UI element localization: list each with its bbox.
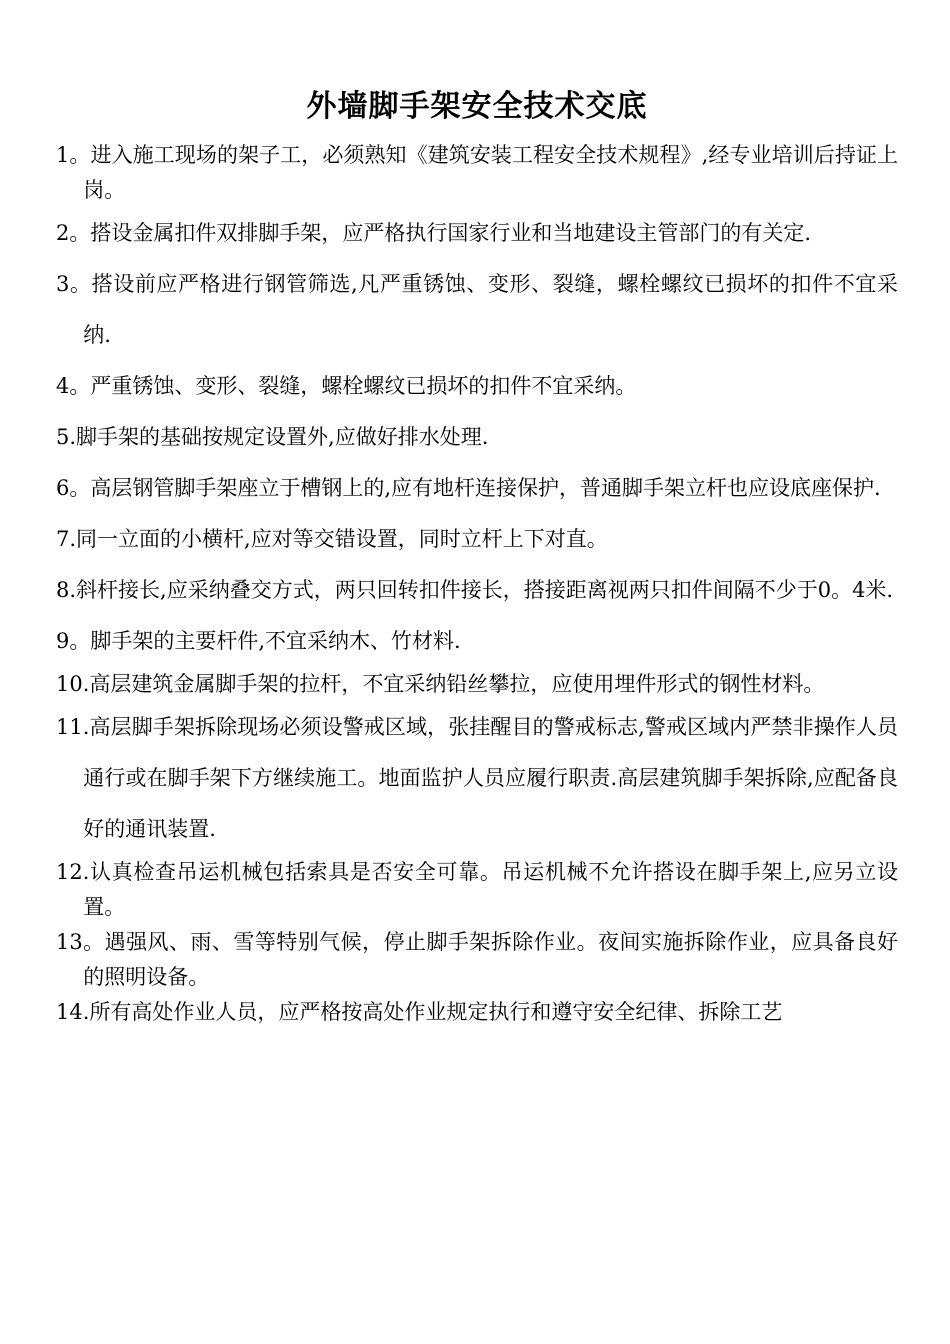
list-item-3: 3。搭设前应严格进行钢管筛选,凡严重锈蚀、变形、裂缝，螺栓螺纹已损坏的扣件不宜采纳.	[56, 272, 898, 347]
list-item-6: 6。高层钢管脚手架座立于槽钢上的,应有地杆连接保护，普通脚手架立杆也应设底座保护.	[56, 476, 881, 500]
list-item-4: 4。严重锈蚀、变形、裂缝，螺栓螺纹已损坏的扣件不宜采纳。	[56, 374, 637, 398]
list-item-2: 2。搭设金属扣件双排脚手架，应严格执行国家行业和当地建设主管部门的有关定.	[56, 221, 812, 245]
list-item-7: 7.同一立面的小横杆,应对等交错设置，同时立杆上下对直。	[56, 527, 608, 551]
list-item-12: 12.认真检查吊运机械包括索具是否安全可靠。吊运机械不允许搭设在脚手架上,应另立设置。	[56, 860, 898, 919]
document-title: 外墙脚手架安全技术交底	[306, 89, 648, 124]
list-item-11: 11.高层脚手架拆除现场必须设警戒区域，张挂醒目的警戒标志,警戒区域内严禁非操作人员通行或在脚手架下方继续施工。地面监护人员应履行职责.高层建筑脚手架拆除,应配备良好的通讯装置.	[56, 715, 898, 841]
list-item-13: 13。遇强风、雨、雪等特别气候，停止脚手架拆除作业。夜间实施拆除作业，应具备良好的照明设备。	[56, 930, 898, 989]
list-item-1: 1。进入施工现场的架子工，必须熟知《建筑安装工程安全技术规程》,经专业培训后持证上岗。	[56, 143, 898, 202]
list-item-8: 8.斜杆接长,应采纳叠交方式，两只回转扣件接长，搭接距离视两只扣件间隔不少于0。4米.	[56, 578, 894, 602]
list-item-5: 5.脚手架的基础按规定设置外,应做好排水处理.	[56, 425, 489, 449]
list-item-10: 10.高层建筑金属脚手架的拉杆，不宜采纳铅丝攀拉，应使用埋件形式的钢性材料。	[56, 672, 825, 696]
list-item-9: 9。脚手架的主要杆件,不宜采纳木、竹材料.	[56, 629, 461, 653]
list-item-14: 14.所有高处作业人员，应严格按高处作业规定执行和遵守安全纪律、拆除工艺	[56, 1000, 783, 1024]
